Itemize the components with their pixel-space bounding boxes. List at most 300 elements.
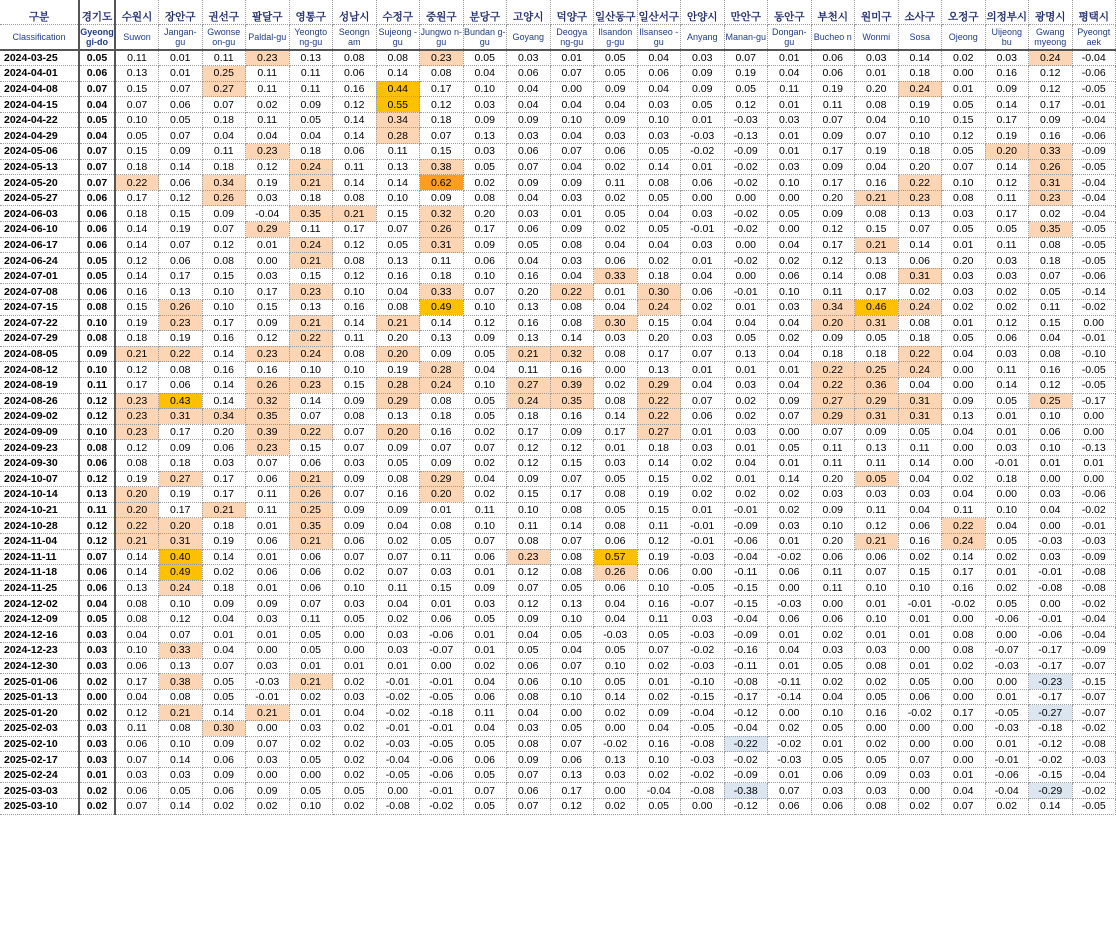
value-cell: -0.08	[1072, 580, 1116, 596]
value-cell: 0.20	[811, 315, 855, 331]
value-cell: 0.05	[724, 81, 768, 97]
value-cell: 0.03	[550, 253, 594, 269]
value-cell: 0.14	[333, 128, 377, 144]
value-cell: 0.03	[507, 50, 551, 66]
value-cell: 0.17	[985, 112, 1029, 128]
value-cell: 0.15	[637, 502, 681, 518]
value-cell: 0.02	[594, 159, 638, 175]
value-cell: 0.11	[376, 580, 420, 596]
value-cell: 0.06	[289, 580, 333, 596]
value-cell: 0.12	[942, 128, 986, 144]
table-row	[0, 424, 1116, 440]
value-cell: 0.08	[507, 689, 551, 705]
value-cell: 0.02	[333, 736, 377, 752]
value-cell: 0.35	[1029, 222, 1073, 238]
row-date-cell: 2024-12-16	[0, 627, 79, 643]
value-cell: -0.02	[724, 206, 768, 222]
value-cell: 0.03	[681, 206, 725, 222]
table-row	[0, 268, 1116, 284]
value-cell: -0.23	[1029, 674, 1073, 690]
value-cell: 0.16	[376, 487, 420, 503]
column-header-korean: 장안구	[159, 0, 203, 25]
value-cell: 0.04	[768, 377, 812, 393]
value-cell: -0.02	[724, 175, 768, 191]
value-cell: 0.00	[724, 237, 768, 253]
value-cell: -0.09	[724, 627, 768, 643]
value-cell: 0.10	[898, 580, 942, 596]
value-cell: 0.04	[637, 81, 681, 97]
value-cell: 0.19	[985, 128, 1029, 144]
value-cell: -0.04	[1072, 50, 1116, 66]
value-cell: 0.11	[637, 518, 681, 534]
value-cell: 0.01	[246, 580, 290, 596]
value-cell: 0.12	[246, 159, 290, 175]
value-cell: 0.22	[942, 518, 986, 534]
value-cell: 0.01	[594, 440, 638, 456]
value-cell: 0.15	[159, 206, 203, 222]
value-cell: 0.16	[376, 268, 420, 284]
value-cell: 0.28	[376, 128, 420, 144]
value-cell: 0.08	[376, 300, 420, 316]
value-cell: 0.13	[637, 362, 681, 378]
value-cell: 0.07	[420, 440, 464, 456]
value-cell: -0.22	[724, 736, 768, 752]
table-row	[0, 377, 1116, 393]
value-cell: 0.08	[463, 190, 507, 206]
value-cell: 0.21	[855, 237, 899, 253]
value-cell: 0.09	[681, 81, 725, 97]
value-cell: 0.16	[507, 315, 551, 331]
table-row	[0, 487, 1116, 503]
value-cell: 0.08	[637, 175, 681, 191]
value-cell: 0.24	[420, 377, 464, 393]
value-cell: 0.11	[637, 611, 681, 627]
value-cell: 0.14	[202, 393, 246, 409]
value-cell: 0.21	[159, 705, 203, 721]
value-cell: 0.03	[724, 377, 768, 393]
value-cell: 0.02	[637, 767, 681, 783]
value-cell: 0.05	[463, 767, 507, 783]
value-cell: -0.02	[1072, 596, 1116, 612]
value-cell: 0.01	[768, 627, 812, 643]
value-cell: 0.00	[768, 424, 812, 440]
value-cell: 0.04	[768, 237, 812, 253]
value-cell: -0.27	[1029, 705, 1073, 721]
value-cell: 0.06	[246, 533, 290, 549]
value-cell: 0.09	[811, 206, 855, 222]
value-cell: 0.05	[637, 627, 681, 643]
value-cell: 0.06	[79, 565, 115, 581]
value-cell: 0.03	[333, 455, 377, 471]
value-cell: 0.17	[637, 346, 681, 362]
value-cell: -0.02	[681, 643, 725, 659]
value-cell: 0.23	[246, 50, 290, 66]
value-cell: 0.06	[594, 580, 638, 596]
value-cell: -0.02	[768, 549, 812, 565]
value-cell: 0.01	[463, 565, 507, 581]
value-cell: 0.12	[79, 518, 115, 534]
value-cell: 0.16	[507, 268, 551, 284]
value-cell: 0.13	[550, 767, 594, 783]
value-cell: -0.02	[420, 799, 464, 815]
table-row	[0, 331, 1116, 347]
value-cell: 0.08	[507, 533, 551, 549]
value-cell: 0.14	[550, 518, 594, 534]
column-header-english: Yeongto ng-gu	[289, 25, 333, 51]
value-cell: 0.01	[898, 611, 942, 627]
value-cell: -0.04	[1072, 627, 1116, 643]
value-cell: 0.20	[115, 502, 159, 518]
value-cell: 0.13	[594, 752, 638, 768]
value-cell: 0.12	[550, 440, 594, 456]
value-cell: 0.06	[811, 50, 855, 66]
value-cell: -0.03	[1072, 752, 1116, 768]
value-cell: 0.06	[811, 66, 855, 82]
value-cell: 0.00	[724, 268, 768, 284]
value-cell: 0.05	[855, 689, 899, 705]
value-cell: 0.23	[507, 549, 551, 565]
column-header-korean: 중원구	[420, 0, 464, 25]
row-date-cell: 2024-10-21	[0, 502, 79, 518]
value-cell: 0.07	[246, 736, 290, 752]
value-cell: 0.11	[289, 222, 333, 238]
value-cell: 0.04	[594, 97, 638, 113]
value-cell: 0.09	[855, 424, 899, 440]
value-cell: -0.07	[1072, 705, 1116, 721]
value-cell: 0.21	[855, 533, 899, 549]
table-row	[0, 455, 1116, 471]
value-cell: 0.02	[637, 689, 681, 705]
value-cell: -0.08	[681, 736, 725, 752]
value-cell: 0.04	[463, 674, 507, 690]
value-cell: 0.11	[985, 362, 1029, 378]
value-cell: -0.05	[985, 705, 1029, 721]
value-cell: 0.04	[594, 237, 638, 253]
column-header-korean: 광명시	[1029, 0, 1073, 25]
value-cell: -0.06	[1072, 66, 1116, 82]
value-cell: 0.03	[942, 284, 986, 300]
value-cell: -0.04	[1072, 190, 1116, 206]
value-cell: 0.04	[898, 377, 942, 393]
value-cell: 0.00	[420, 658, 464, 674]
value-cell: 0.15	[550, 455, 594, 471]
value-cell: 0.05	[942, 144, 986, 160]
value-cell: 0.07	[376, 222, 420, 238]
value-cell: 0.03	[855, 487, 899, 503]
value-cell: 0.07	[79, 81, 115, 97]
value-cell: 0.22	[898, 175, 942, 191]
value-cell: 0.44	[376, 81, 420, 97]
value-cell: 0.08	[333, 346, 377, 362]
value-cell: 0.11	[420, 253, 464, 269]
value-cell: 0.05	[594, 471, 638, 487]
row-date-cell: 2024-09-30	[0, 455, 79, 471]
value-cell: -0.02	[1072, 300, 1116, 316]
value-cell: 0.05	[289, 783, 333, 799]
value-cell: 0.05	[637, 144, 681, 160]
value-cell: 0.02	[463, 658, 507, 674]
value-cell: 0.05	[79, 268, 115, 284]
value-cell: 0.11	[333, 159, 377, 175]
value-cell: 0.02	[811, 674, 855, 690]
value-cell: 0.05	[898, 424, 942, 440]
value-cell: 0.11	[79, 377, 115, 393]
value-cell: -0.01	[724, 284, 768, 300]
value-cell: -0.03	[681, 627, 725, 643]
value-cell: 0.01	[724, 362, 768, 378]
row-date-cell: 2024-10-07	[0, 471, 79, 487]
value-cell: 0.10	[333, 580, 377, 596]
value-cell: 0.06	[202, 783, 246, 799]
value-cell: 0.00	[942, 455, 986, 471]
value-cell: -0.03	[985, 721, 1029, 737]
value-cell: 0.09	[507, 752, 551, 768]
value-cell: -0.06	[420, 767, 464, 783]
value-cell: 0.07	[115, 799, 159, 815]
value-cell: 0.08	[420, 393, 464, 409]
column-header-english: Pyeongt aek	[1072, 25, 1116, 51]
value-cell: 0.07	[1029, 268, 1073, 284]
value-cell: 0.14	[202, 346, 246, 362]
value-cell: 0.02	[202, 799, 246, 815]
value-cell: -0.01	[681, 222, 725, 238]
table-row	[0, 502, 1116, 518]
value-cell: 0.27	[507, 377, 551, 393]
header-row-korean	[0, 0, 1116, 25]
value-cell: -0.08	[724, 674, 768, 690]
value-cell: 0.10	[463, 377, 507, 393]
value-cell: 0.11	[115, 50, 159, 66]
value-cell: 0.16	[202, 331, 246, 347]
row-date-cell: 2024-05-13	[0, 159, 79, 175]
value-cell: 0.14	[333, 112, 377, 128]
value-cell: 0.32	[246, 393, 290, 409]
value-cell: 0.17	[985, 206, 1029, 222]
row-date-cell: 2024-05-06	[0, 144, 79, 160]
value-cell: 0.02	[898, 284, 942, 300]
value-cell: 0.21	[289, 253, 333, 269]
value-cell: -0.05	[1072, 253, 1116, 269]
value-cell: 0.13	[159, 284, 203, 300]
value-cell: 0.05	[550, 580, 594, 596]
value-cell: 0.01	[420, 596, 464, 612]
value-cell: 0.02	[289, 736, 333, 752]
value-cell: -0.02	[942, 596, 986, 612]
value-cell: -0.17	[1029, 689, 1073, 705]
value-cell: 0.10	[768, 175, 812, 191]
value-cell: 0.03	[985, 253, 1029, 269]
value-cell: 0.03	[594, 128, 638, 144]
value-cell: 0.12	[79, 471, 115, 487]
value-cell: 0.05	[79, 112, 115, 128]
value-cell: 0.01	[289, 705, 333, 721]
value-cell: 0.04	[463, 66, 507, 82]
value-cell: 0.01	[898, 627, 942, 643]
value-cell: 0.00	[681, 190, 725, 206]
value-cell: -0.13	[1072, 440, 1116, 456]
value-cell: 0.18	[159, 455, 203, 471]
value-cell: 0.08	[1029, 237, 1073, 253]
value-cell: 0.05	[115, 128, 159, 144]
value-cell: 0.10	[79, 315, 115, 331]
row-date-cell: 2024-10-14	[0, 487, 79, 503]
value-cell: -0.02	[681, 144, 725, 160]
value-cell: 0.00	[246, 767, 290, 783]
value-cell: 0.08	[420, 66, 464, 82]
value-cell: 0.04	[681, 268, 725, 284]
value-cell: 0.00	[246, 643, 290, 659]
row-date-cell: 2025-01-06	[0, 674, 79, 690]
value-cell: 0.07	[463, 284, 507, 300]
value-cell: 0.05	[681, 97, 725, 113]
value-cell: 0.09	[333, 471, 377, 487]
value-cell: 0.05	[463, 393, 507, 409]
value-cell: 0.29	[246, 222, 290, 238]
value-cell: 0.04	[724, 315, 768, 331]
value-cell: 0.13	[289, 300, 333, 316]
corner-label-korean: 구분	[0, 0, 79, 25]
value-cell: 0.12	[79, 409, 115, 425]
value-cell: 0.03	[79, 752, 115, 768]
value-cell: -0.09	[1072, 643, 1116, 659]
value-cell: -0.02	[1072, 783, 1116, 799]
value-cell: 0.20	[637, 331, 681, 347]
value-cell: 0.07	[724, 50, 768, 66]
value-cell: 0.07	[550, 66, 594, 82]
value-cell: 0.20	[420, 487, 464, 503]
column-header-english: Gwang myeong	[1029, 25, 1073, 51]
value-cell: -0.02	[681, 767, 725, 783]
value-cell: 0.13	[115, 66, 159, 82]
value-cell: 0.08	[115, 596, 159, 612]
value-cell: 0.10	[289, 799, 333, 815]
value-cell: 0.11	[507, 518, 551, 534]
value-cell: 0.00	[1029, 596, 1073, 612]
value-cell: 0.10	[115, 643, 159, 659]
value-cell: 0.08	[1029, 346, 1073, 362]
value-cell: 0.28	[376, 377, 420, 393]
value-cell: 0.01	[246, 627, 290, 643]
value-cell: -0.02	[724, 222, 768, 238]
value-cell: 0.03	[898, 487, 942, 503]
value-cell: -0.15	[681, 689, 725, 705]
value-cell: 0.05	[942, 331, 986, 347]
value-cell: 0.06	[246, 565, 290, 581]
table-row	[0, 362, 1116, 378]
value-cell: 0.11	[898, 440, 942, 456]
value-cell: 0.12	[507, 440, 551, 456]
value-cell: 0.10	[115, 112, 159, 128]
value-cell: 0.04	[202, 128, 246, 144]
value-cell: 0.13	[463, 128, 507, 144]
value-cell: 0.10	[463, 518, 507, 534]
value-cell: 0.00	[1072, 424, 1116, 440]
value-cell: -0.02	[724, 253, 768, 269]
value-cell: 0.12	[811, 253, 855, 269]
value-cell: 0.04	[507, 705, 551, 721]
value-cell: 0.03	[376, 627, 420, 643]
value-cell: 0.31	[159, 409, 203, 425]
value-cell: 0.10	[985, 502, 1029, 518]
value-cell: 0.27	[637, 424, 681, 440]
value-cell: 0.05	[289, 752, 333, 768]
value-cell: 0.08	[855, 268, 899, 284]
value-cell: 0.03	[768, 518, 812, 534]
value-cell: 0.00	[594, 783, 638, 799]
value-cell: 0.24	[507, 393, 551, 409]
column-header-english: Bundan g-gu	[463, 25, 507, 51]
value-cell: 0.00	[79, 689, 115, 705]
row-date-cell: 2024-09-09	[0, 424, 79, 440]
column-header-korean: 성남시	[333, 0, 377, 25]
value-cell: 0.07	[463, 440, 507, 456]
value-cell: 0.03	[811, 487, 855, 503]
row-date-cell: 2024-12-30	[0, 658, 79, 674]
value-cell: 0.13	[79, 487, 115, 503]
value-cell: -0.05	[420, 689, 464, 705]
value-cell: 0.05	[376, 237, 420, 253]
value-cell: 0.07	[246, 455, 290, 471]
value-cell: 0.06	[637, 565, 681, 581]
row-date-cell: 2024-12-02	[0, 596, 79, 612]
value-cell: 0.11	[246, 502, 290, 518]
table-row	[0, 128, 1116, 144]
value-cell: -0.06	[1072, 487, 1116, 503]
value-cell: 0.02	[681, 455, 725, 471]
value-cell: 0.01	[724, 440, 768, 456]
row-date-cell: 2024-04-15	[0, 97, 79, 113]
value-cell: 0.13	[855, 440, 899, 456]
value-cell: 0.01	[942, 767, 986, 783]
value-cell: 0.05	[594, 643, 638, 659]
value-cell: 0.09	[681, 66, 725, 82]
value-cell: 0.09	[811, 331, 855, 347]
value-cell: 0.25	[289, 502, 333, 518]
value-cell: 0.04	[202, 643, 246, 659]
value-cell: -0.06	[1072, 268, 1116, 284]
value-cell: 0.10	[376, 190, 420, 206]
value-cell: 0.26	[289, 487, 333, 503]
value-cell: 0.11	[289, 66, 333, 82]
value-cell: 0.02	[768, 487, 812, 503]
value-cell: 0.11	[115, 721, 159, 737]
value-cell: 0.06	[637, 66, 681, 82]
value-cell: 0.06	[898, 518, 942, 534]
value-cell: 0.14	[202, 705, 246, 721]
value-cell: 0.14	[333, 315, 377, 331]
value-cell: 0.04	[79, 97, 115, 113]
value-cell: 0.20	[115, 487, 159, 503]
value-cell: 0.16	[898, 533, 942, 549]
value-cell: 0.09	[333, 502, 377, 518]
value-cell: 0.14	[159, 159, 203, 175]
value-cell: 0.31	[898, 268, 942, 284]
value-cell: 0.23	[289, 377, 333, 393]
value-cell: 0.07	[159, 81, 203, 97]
value-cell: 0.03	[202, 455, 246, 471]
value-cell: 0.09	[333, 518, 377, 534]
value-cell: 0.13	[550, 596, 594, 612]
value-cell: 0.01	[202, 627, 246, 643]
column-header-korean: 원미구	[855, 0, 899, 25]
value-cell: 0.01	[463, 627, 507, 643]
value-cell: 0.11	[289, 611, 333, 627]
value-cell: 0.00	[942, 440, 986, 456]
value-cell: 0.06	[159, 97, 203, 113]
value-cell: 0.01	[768, 144, 812, 160]
value-cell: 0.11	[333, 331, 377, 347]
value-cell: 0.00	[768, 705, 812, 721]
